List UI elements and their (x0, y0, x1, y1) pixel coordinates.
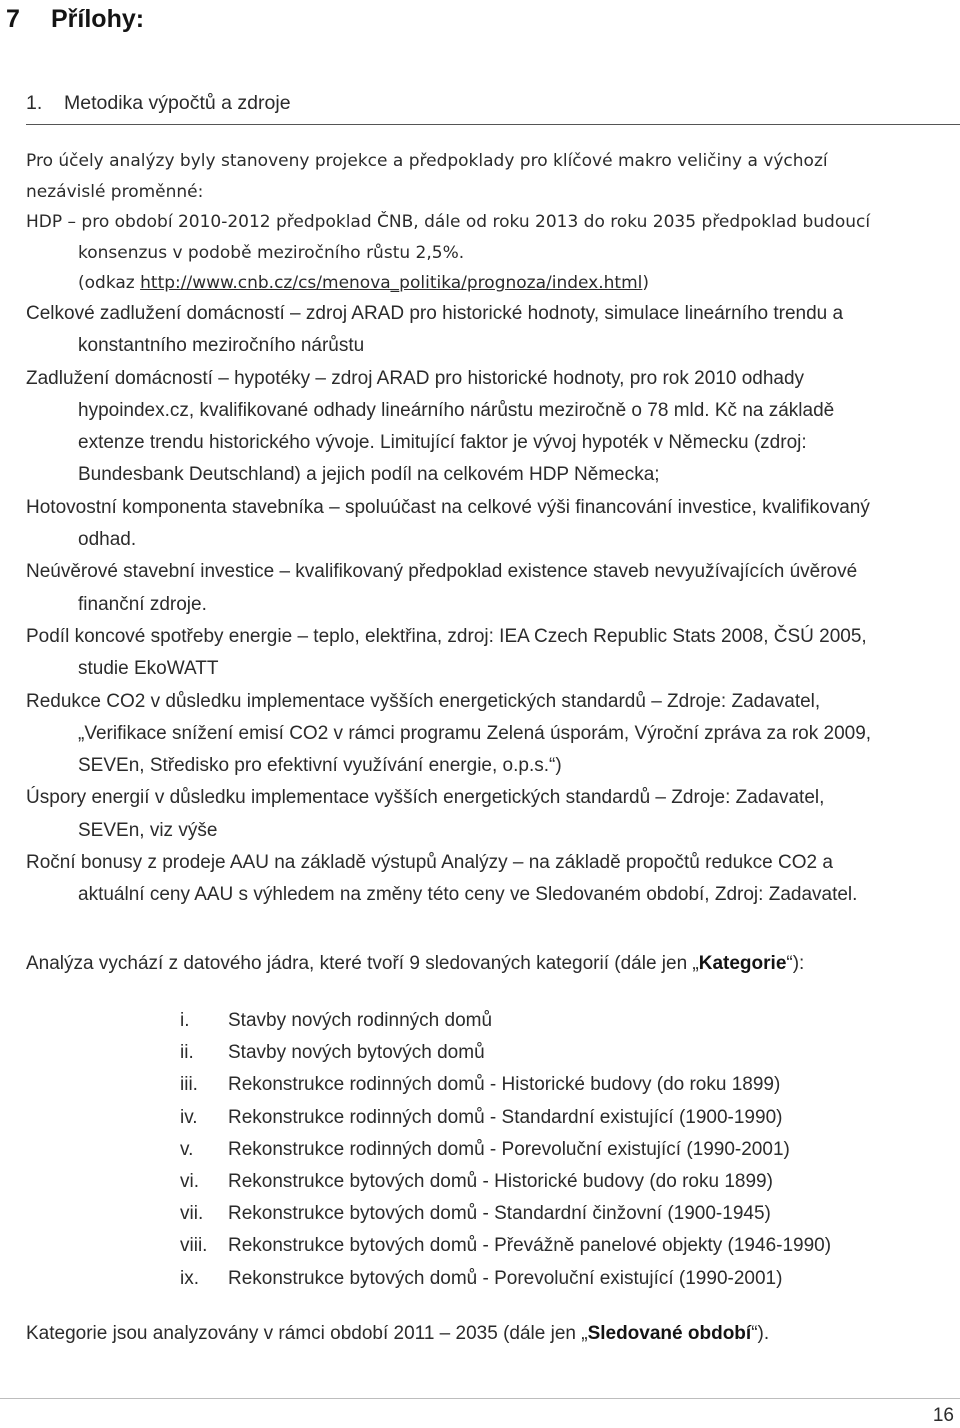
section-number: 1. (26, 92, 43, 114)
category-numeral: iv. (180, 1106, 198, 1128)
category-label: Stavby nových bytových domů (228, 1042, 485, 1064)
category-numeral: ix. (180, 1267, 199, 1289)
source-item-line: Podíl koncové spotřeby energie – teplo, elektřina, zdroj: IEA Czech Republic Stats 2008, ČSÚ 2005, (26, 625, 867, 647)
source-item-line: Roční bonusy z prodeje AAU na základě výstupů Analýzy – na základě propočtů redukce CO2 a (26, 852, 833, 874)
source-item-continuation: aktuální ceny AAU s výhledem na změny této ceny ve Sledovaném období, Zdroj: Zadavatel. (78, 884, 858, 906)
intro-line: HDP – pro období 2010-2012 předpoklad ČNB, dále od roku 2013 do roku 2035 předpoklad budoucí (26, 212, 871, 232)
intro-line: konsenzus v podobě meziročního růstu 2,5%. (78, 242, 465, 263)
category-label: Rekonstrukce rodinných domů - Standardní existující (1900-1990) (228, 1106, 783, 1128)
chapter-heading (6, 0, 144, 38)
source-item-continuation: extenze trendu historického vývoje. Limitující faktor je vývoj hypoték v Německu (zdroj: (78, 432, 807, 454)
source-item-line: Celkové zadlužení domácností – zdroj ARAD pro historické hodnoty, simulace lineárního trendu a (26, 303, 844, 324)
source-item-continuation: konstantního meziročního nárůstu (78, 335, 365, 357)
intro-paragraph (26, 146, 960, 299)
category-numeral: vi. (180, 1170, 199, 1192)
source-item-line: Hotovostní komponenta stavebníka – spoluúčast na celkové výši financování investice, kvalifikovaný (26, 496, 870, 518)
category-label: Rekonstrukce rodinných domů - Historické budovy (do roku 1899) (228, 1074, 781, 1096)
analysis-term: Kategorie (698, 953, 787, 974)
section-title: Metodika výpočtů a zdroje (64, 92, 291, 114)
source-item-line: Neúvěrové stavební investice – kvalifikovaný předpoklad existence staveb nevyužívajících úvěrové (26, 561, 858, 583)
intro-line: nezávislé proměnné: (26, 181, 204, 202)
chapter-number: 7 (6, 5, 20, 33)
source-item-continuation: Bundesbank Deutschland) a jejich podíl na celkovém HDP Německa; (78, 464, 660, 486)
closing-sentence (26, 1318, 769, 1350)
category-numeral: i. (180, 1010, 190, 1031)
page-number: 16 (932, 1405, 954, 1426)
analysis-prefix: Analýza vychází z datového jádra, které tvoří 9 sledovaných kategorií (dále jen „ (26, 953, 699, 974)
source-item-continuation: SEVEn, Středisko pro efektivní využívání energie, o.p.s.“) (78, 755, 562, 777)
category-label: Rekonstrukce bytových domů - Historické budovy (do roku 1899) (228, 1170, 773, 1192)
section-heading (26, 88, 960, 125)
category-numeral: vii. (180, 1203, 204, 1225)
cnb-link[interactable]: http://www.cnb.cz/cs/menova_politika/prognoza/index.html (140, 273, 643, 293)
link-prefix: (odkaz (78, 273, 141, 293)
source-item-continuation: SEVEn, viz výše (78, 819, 218, 841)
closing-term: Sledované období (587, 1323, 752, 1344)
source-item-line: Redukce CO2 v důsledku implementace vyšších energetických standardů – Zdroje: Zadavatel, (26, 690, 821, 712)
link-suffix: ) (642, 273, 650, 293)
category-label: Rekonstrukce rodinných domů - Porevoluční existující (1990-2001) (228, 1138, 790, 1160)
intro-link-line (26, 268, 960, 299)
category-label: Stavby nových rodinných domů (228, 1010, 493, 1031)
category-numeral: viii. (180, 1235, 208, 1257)
category-numeral: iii. (180, 1074, 198, 1096)
category-label: Rekonstrukce bytových domů - Převážně panelové objekty (1946-1990) (228, 1235, 832, 1257)
closing-prefix: Kategorie jsou analyzovány v rámci období 2011 – 2035 (dále jen „ (26, 1323, 588, 1344)
source-item-continuation: finanční zdroje. (78, 593, 207, 615)
source-item-continuation: studie EkoWATT (78, 658, 219, 680)
source-items (26, 298, 960, 912)
category-label: Rekonstrukce bytových domů - Standardní činžovní (1900-1945) (228, 1203, 771, 1225)
analysis-sentence (26, 948, 804, 980)
source-item-continuation: „Verifikace snížení emisí CO2 v rámci programu Zelená úsporám, Výroční zpráva za rok 2009, (78, 722, 872, 744)
source-item-continuation: odhad. (78, 529, 137, 551)
intro-line: Pro účely analýzy byly stanoveny projekce a předpoklady pro klíčové makro veličiny a výchozí (26, 151, 828, 171)
closing-suffix: “). (751, 1323, 770, 1344)
source-item-line: Zadlužení domácností – hypotéky – zdroj ARAD pro historické hodnoty, pro rok 2010 odhady (26, 367, 805, 389)
analysis-suffix: “): (786, 953, 805, 974)
category-numeral: ii. (180, 1042, 194, 1064)
source-item-continuation: hypoindex.cz, kvalifikované odhady lineárního nárůstu meziročně o 78 mld. Kč na základě (78, 399, 835, 421)
source-item-line: Úspory energií v důsledku implementace vyšších energetických standardů – Zdroje: Zadavatel, (26, 787, 825, 809)
category-label: Rekonstrukce bytových domů - Porevoluční existující (1990-2001) (228, 1267, 783, 1289)
chapter-title: Přílohy: (51, 5, 145, 33)
footer-divider (0, 1398, 960, 1399)
category-numeral: v. (180, 1138, 194, 1160)
